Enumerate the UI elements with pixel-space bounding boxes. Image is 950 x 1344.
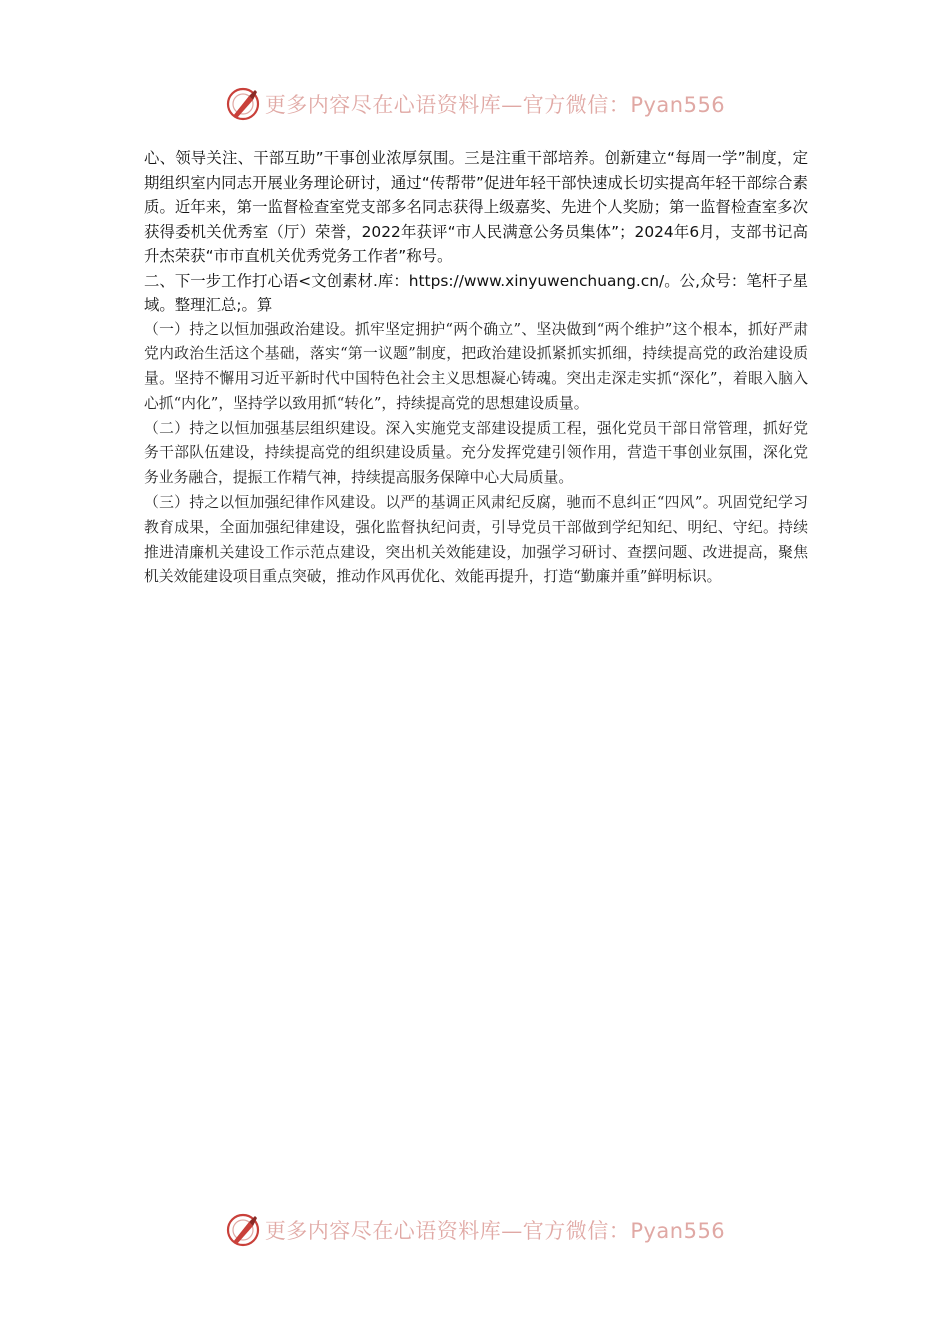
pen-nib-logo-icon [225, 86, 261, 122]
paragraph-political-building: （一）持之以恒加强政治建设。抓牢坚定拥护“两个确立”、坚决做到“两个维护”这个根本，抓好严肃党内政治生活这个基础，落实“第一议题”制度，把政治建设抓紧抓实抓细，持续提高党的政治建设质量。坚持不懈用习近平新时代中国特色社会主义思想凝心铸魂。突出走深走实抓“深化”，着眼入脑入心抓“内化”，坚持学以致用抓“转化”，持续提高党的思想建设质量。 [144, 320, 808, 412]
watermark-text: 更多内容尽在心语资料库—官方微信：Pyan556 [264, 1219, 726, 1243]
header-watermark [0, 84, 950, 124]
paragraph-organization-building: （二）持之以恒加强基层组织建设。深入实施党支部建设提质工程，强化党员干部日常管理，抓好党务干部队伍建设，持续提高党的组织建设质量。充分发挥党建引领作用，营造干事创业氛围，深化党务业务融合，提振工作精气神，持续提高服务保障中心大局质量。 [144, 419, 808, 487]
paragraph-achievements: 心、领导关注、干部互助”干事创业浓厚氛围。三是注重干部培养。创新建立“每周一学”制度，定期组织室内同志开展业务理论研讨，通过“传帮带”促进年轻干部快速成长切实提高年轻干部综合素质。近年来，第一监督检查室党支部多名同志获得上级嘉奖、先进个人奖励；第一监督检查室多次获得委机关优秀室（厅）荣誉，2022年获评“市人民满意公务员集体”；2024年6月，支部书记高升杰荣获“市市直机关优秀党务工作者”称号。 [144, 149, 808, 265]
footer-watermark [0, 1210, 950, 1250]
pen-nib-logo-icon [225, 1212, 261, 1248]
section-heading-next-steps: 二、下一步工作打心语<文创素材.库：https://www.xinyuwenchuang.cn/。公,众号：笔杆子星域。整理汇总;。算 [144, 271, 808, 314]
watermark-text: 更多内容尽在心语资料库—官方微信：Pyan556 [264, 93, 726, 117]
paragraph-discipline-building: （三）持之以恒加强纪律作风建设。以严的基调正风肃纪反腐，驰而不息纠正“四风”。巩固党纪学习教育成果，全面加强纪律建设，强化监督执纪问责，引导党员干部做到学纪知纪、明纪、守纪。持续推进清廉机关建设工作示范点建设，突出机关效能建设，加强学习研讨、查摆问题、改进提高，聚焦机关效能建设项目重点突破，推动作风再优化、效能再提升，打造“勤廉并重”鲜明标识。 [144, 494, 808, 586]
document-body [144, 146, 808, 590]
